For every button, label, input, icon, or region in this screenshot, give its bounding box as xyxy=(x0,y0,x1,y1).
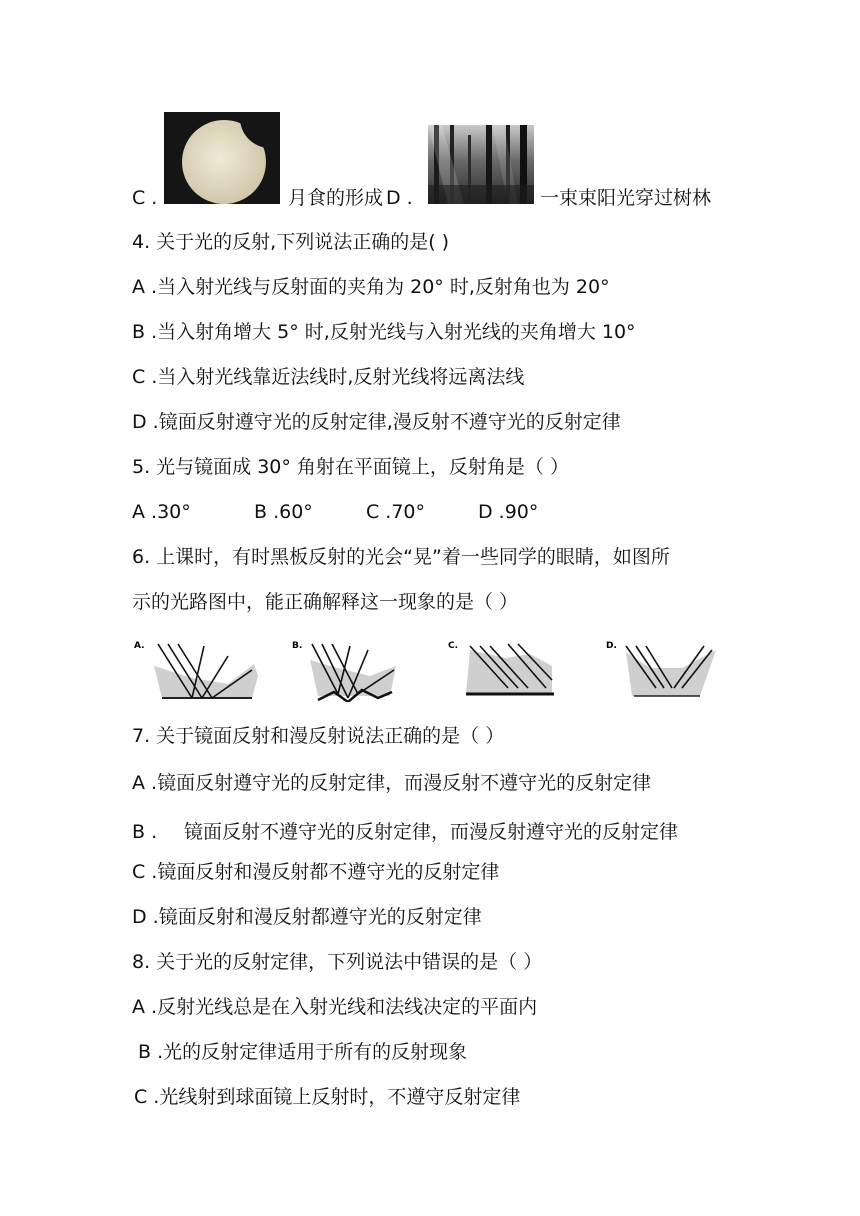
q8-option-a: A .反射光线总是在入射光线和法线决定的平面内 xyxy=(132,996,538,1018)
q8-option-c: C .光线射到球面镜上反射时，不遵守反射定律 xyxy=(134,1086,521,1108)
q5-option-c: C .70° xyxy=(366,501,426,523)
diagram-label-c: C. xyxy=(448,641,459,651)
diagram-label-a: A. xyxy=(134,641,145,651)
q5-options xyxy=(132,500,538,524)
q4-option-c: C .当入射光线靠近法线时,反射光线将远离法线 xyxy=(132,366,525,388)
diagram-label-d: D. xyxy=(606,641,617,651)
q5-option-b: B .60° xyxy=(254,501,313,523)
q3-option-c-caption: 月食的形成 xyxy=(288,187,384,209)
ray-diagram-c xyxy=(446,636,576,707)
q8-option-b: B .光的反射定律适用于所有的反射现象 xyxy=(138,1041,468,1063)
diagram-label-b: B. xyxy=(292,641,303,651)
q7-option-c: C .镜面反射和漫反射都不遵守光的反射定律 xyxy=(132,861,500,883)
ray-diagram-a xyxy=(132,636,262,707)
moon-photo xyxy=(164,112,280,204)
q7-option-d: D .镜面反射和漫反射都遵守光的反射定律 xyxy=(132,906,482,928)
ray-diagram-d xyxy=(604,636,734,707)
q7-stem: 7. 关于镜面反射和漫反射说法正确的是（ ） xyxy=(132,725,505,747)
q3-option-d-letter: D . xyxy=(386,187,413,209)
q4-stem: 4. 关于光的反射,下列说法正确的是( ) xyxy=(132,231,450,253)
q5-stem: 5. 光与镜面成 30° 角射在平面镜上，反射角是（ ） xyxy=(132,456,569,478)
forest-photo xyxy=(428,125,534,204)
q6-stem-line2: 示的光路图中，能正确解释这一现象的是（ ） xyxy=(132,591,519,613)
q8-stem: 8. 关于光的反射定律，下列说法中错误的是（ ） xyxy=(132,951,543,973)
q5-option-a: A .30° xyxy=(132,501,191,523)
ray-diagram-b xyxy=(290,636,420,707)
q7-option-b-letter: B . xyxy=(132,821,158,843)
q4-option-b: B .当入射角增大 5° 时,反射光线与入射光线的夹角增大 10° xyxy=(132,321,636,343)
q6-stem-line1: 6. 上课时，有时黑板反射的光会“晃”着一些同学的眼睛，如图所 xyxy=(132,546,670,568)
q4-option-a: A .当入射光线与反射面的夹角为 20° 时,反射角也为 20° xyxy=(132,276,610,298)
q7-option-b-text: 镜面反射不遵守光的反射定律，而漫反射遵守光的反射定律 xyxy=(184,821,679,843)
q5-option-d: D .90° xyxy=(478,501,539,523)
q3-option-c-letter: C . xyxy=(132,187,158,209)
q7-option-a: A .镜面反射遵守光的反射定律，而漫反射不遵守光的反射定律 xyxy=(132,772,652,794)
q4-option-d: D .镜面反射遵守光的反射定律,漫反射不遵守光的反射定律 xyxy=(132,411,621,433)
q3-option-d-caption: 一束束阳光穿过树林 xyxy=(540,187,712,209)
